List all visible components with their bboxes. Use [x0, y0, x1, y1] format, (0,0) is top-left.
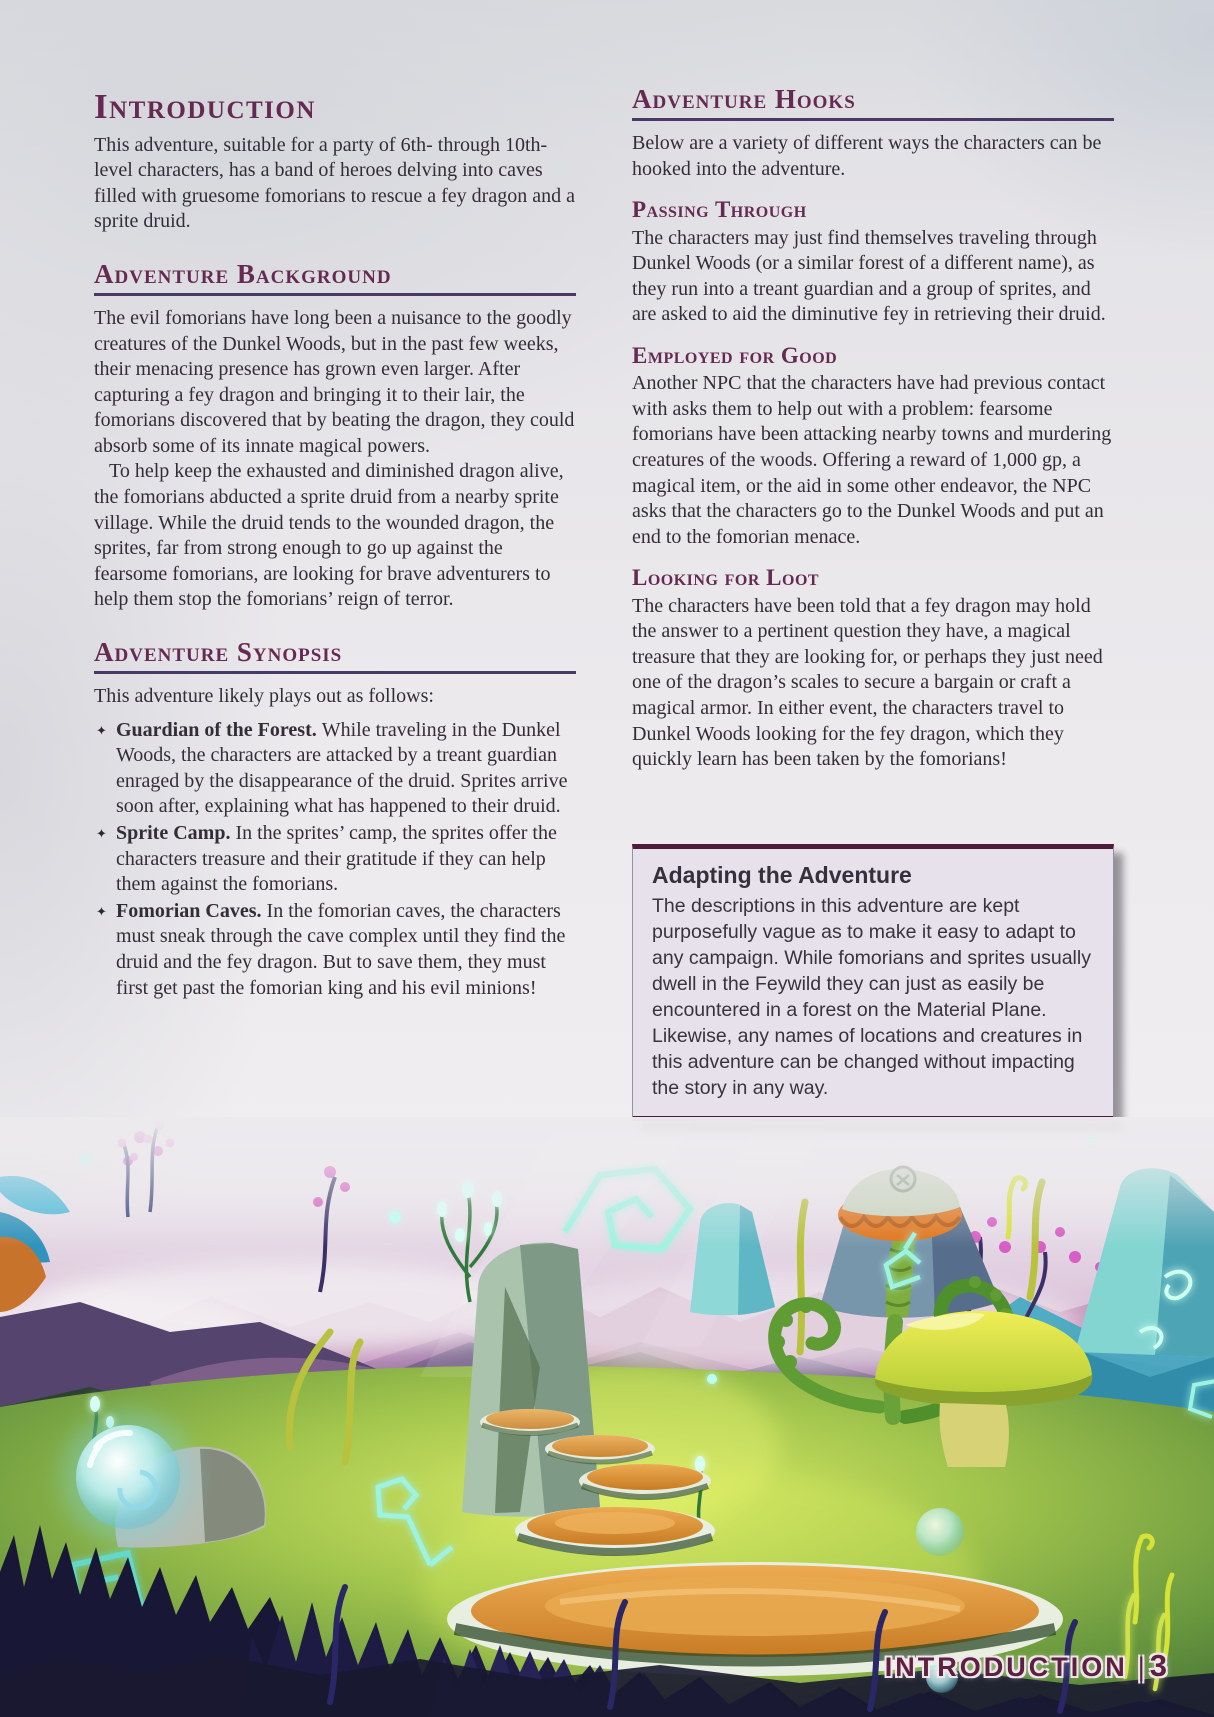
- section-heading-adventure-synopsis: Adventure Synopsis: [94, 637, 576, 674]
- footer-separator: |: [1137, 1652, 1148, 1682]
- left-column: [94, 88, 576, 1002]
- bullet-title: Sprite Camp.: [116, 822, 231, 845]
- list-item: [94, 899, 576, 1001]
- adapting-the-adventure-callout: [632, 844, 1114, 1121]
- stepping-stone: [480, 1409, 580, 1435]
- list-item: [94, 821, 576, 898]
- section-heading-adventure-hooks: Adventure Hooks: [632, 84, 1114, 121]
- forest-illustration: [0, 1117, 1214, 1717]
- glow-dot: [707, 1374, 717, 1384]
- section-heading-adventure-background: Adventure Background: [94, 259, 576, 296]
- diamond-bullet-icon: ✦: [96, 904, 107, 920]
- callout-title: Adapting the Adventure: [652, 861, 912, 888]
- list-item: [94, 718, 576, 820]
- subheading-looking-for-loot: Looking for Loot: [632, 565, 820, 591]
- footer-section-label: INTRODUCTION: [884, 1652, 1128, 1682]
- stepping-stone: [579, 1464, 711, 1498]
- bullet-title: Guardian of the Forest.: [116, 718, 317, 741]
- background-paragraph-1: The evil fomorians have long been a nuisance to the goodly creatures of the Dunkel Woods, but in the past few weeks, their menacing presence has grown even larger. After capturing a fey dragon and bringing it to their lair, the fomorians discovered that by beating the dragon, they could absorb some of its innate magical powers.: [94, 306, 575, 457]
- footer-page-number: 3: [1149, 1648, 1168, 1683]
- stepping-stone: [545, 1435, 655, 1463]
- synopsis-list: [94, 718, 576, 1002]
- hooks-lead: Below are a variety of different ways the characters can be hooked into the adventure.: [632, 132, 1102, 180]
- page-footer: [885, 1648, 1168, 1684]
- subheading-employed-for-good: Employed for Good: [632, 342, 838, 368]
- diamond-bullet-icon: ✦: [96, 827, 107, 843]
- background-paragraph-2: To help keep the exhausted and diminished dragon alive, the fomorians abducted a sprite druid from a nearby sprite village. While the druid tends to the wounded dragon, the sprites, far from strong enough to go up against the fearsome fomorians, are looking for brave adventurers to help them stop the fomorians’ reign of terror.: [94, 460, 564, 611]
- bullet-text: While traveling in the Dunkel Woods, the characters are attacked by a treant guardian enraged by the disappearance of the druid. Sprites arrive soon after, explaining what has happened to their druid.: [116, 718, 568, 818]
- intro-paragraph: This adventure, suitable for a party of 6th- through 10th-level characters, has a band of heroes delving into caves filled with gruesome fomorians to rescue a fey dragon and a sprite druid.: [94, 133, 575, 233]
- page-title: Introduction: [94, 87, 316, 126]
- subheading-passing-through: Passing Through: [632, 197, 807, 223]
- top-fog-fade: [0, 1117, 1214, 1247]
- bullet-text: In the sprites’ camp, the sprites offer the characters treasure and their gratitude if they can help them against the fomorians.: [116, 822, 557, 896]
- passing-through-paragraph: The characters may just find themselves traveling through Dunkel Woods (or a similar forest of a different name), as they run into a treant guardian and a group of sprites, and are asked to aid the diminutive fey in retrieving their druid.: [632, 226, 1106, 326]
- bullet-title: Fomorian Caves.: [116, 899, 262, 922]
- diamond-bullet-icon: ✦: [96, 723, 107, 739]
- synopsis-lead: This adventure likely plays out as follows:: [94, 685, 434, 708]
- stepping-stone: [515, 1507, 715, 1555]
- looking-for-loot-paragraph: The characters have been told that a fey dragon may hold the answer to a pertinent question they have, a magical treasure that they are looking for, or perhaps they just need one of the dragon’s scales to secure a bargain or craft a magical armor. In either event, the characters travel to Dunkel Woods looking for the fey dragon, which they quickly learn has been taken by the fomorians!: [632, 594, 1103, 771]
- right-column: [632, 84, 1114, 1121]
- employed-for-good-paragraph: Another NPC that the characters have had previous contact with asks them to help out with a problem: fearsome fomorians have been attacking nearby towns and murdering creatures of the woods. Offering a reward of 1,000 gp, a magical item, or the aid in some other endeavor, the NPC asks that the characters go to the Dunkel Woods and put an end to the fomorian menace.: [632, 372, 1112, 548]
- callout-body: The descriptions in this adventure are kept purposefully vague as to make it easy to adapt to any campaign. While fomorians and sprites usually dwell in the Feywild they can just as easily be encountered in a forest on the Material Plane. Likewise, any names of locations and creatures in this adventure can be changed without impacting the story in any way.: [652, 894, 1091, 1099]
- bullet-text: In the fomorian caves, the characters must sneak through the cave complex until they find the druid and the fey dragon. But to save them, they must first get past the fomorian king and his evil minions!: [116, 899, 566, 999]
